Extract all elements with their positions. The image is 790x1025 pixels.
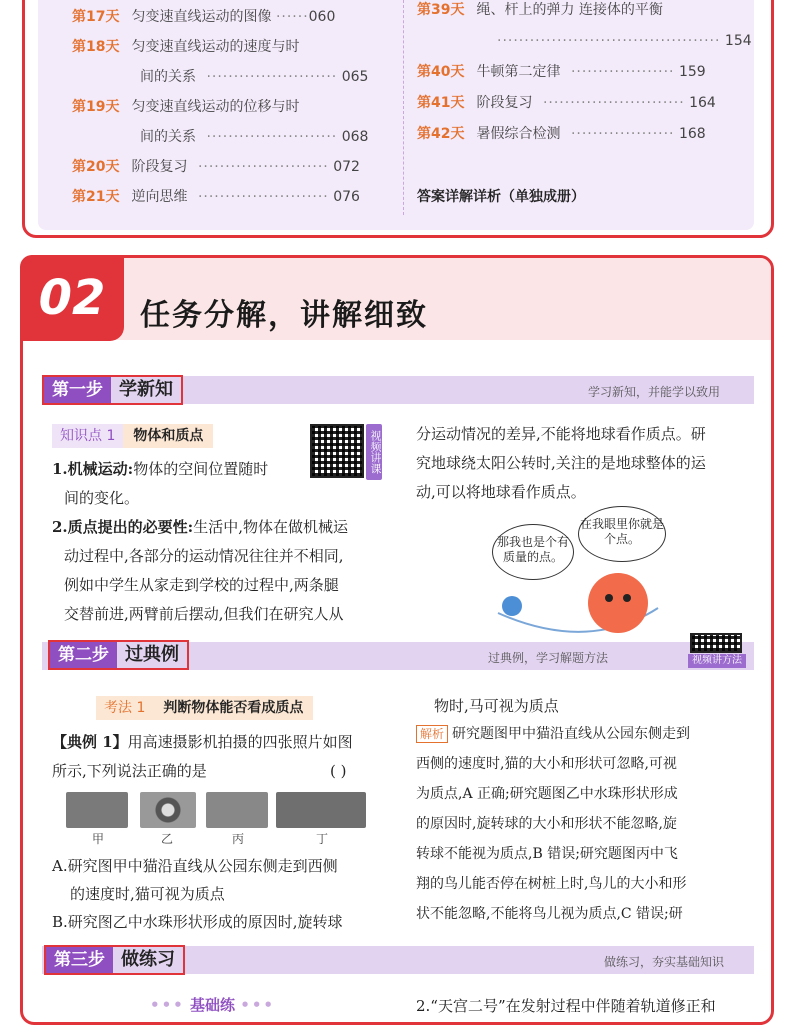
earth-character bbox=[502, 596, 522, 616]
point2-line3: 例如中学生从家走到学校的过程中,两条腿 bbox=[64, 576, 339, 594]
photo-cat bbox=[66, 792, 128, 828]
point1-line2: 间的变化。 bbox=[64, 489, 140, 507]
answer-parentheses: ( ) bbox=[330, 762, 347, 780]
point1-line1: 1.机械运动:物体的空间位置随时 bbox=[52, 460, 269, 478]
toc-entry-day18-cont[interactable]: 间的关系 ························ 065 bbox=[140, 69, 369, 85]
example1-line1: 【典例 1】用高速摄影机拍摄的四张照片如图 bbox=[52, 733, 353, 751]
step2-label: 第二步 过典例 bbox=[48, 640, 189, 670]
knowledge-point-tag: 知识点 1 物体和质点 bbox=[52, 424, 213, 448]
toc-entry-day40[interactable]: 第40天 牛顿第二定律 ··················· 159 bbox=[417, 64, 706, 80]
analysis-line2: 西侧的速度时,猫的大小和形状可忽略,可视 bbox=[416, 756, 677, 772]
sun-character bbox=[588, 573, 648, 633]
decor-dots-left: ••• bbox=[150, 996, 185, 1014]
toc-entry-day21[interactable]: 第21天 逆向思维 ························ 076 bbox=[72, 189, 360, 205]
toc-divider bbox=[403, 0, 404, 215]
analysis-line6: 翔的鸟儿能否停在树桩上时,鸟儿的大小和形 bbox=[416, 876, 687, 892]
step3-note: 做练习，夯实基础知识 bbox=[604, 955, 725, 969]
toc-entry-day39-cont[interactable]: ········································· 154 bbox=[497, 33, 752, 49]
toc-entry-day39[interactable]: 第39天 绳、杆上的弹力 连接体的平衡 bbox=[417, 2, 663, 18]
qr-code-lecture[interactable] bbox=[310, 424, 364, 478]
toc-entry-day19-cont[interactable]: 间的关系 ························ 068 bbox=[140, 129, 369, 145]
right-text-line2: 究地球绕太阳公转时,关注的是地球整体的运 bbox=[416, 454, 706, 472]
toc-entry-day41[interactable]: 第41天 阶段复习 ·························· 164 bbox=[417, 95, 716, 111]
option-a-line2: 的速度时,猫可视为质点 bbox=[70, 885, 225, 903]
point2-line2: 动过程中,各部分的运动情况往往并不相同, bbox=[64, 547, 344, 565]
example1-line2: 所示,下列说法正确的是 bbox=[52, 762, 207, 780]
video-lecture-tag[interactable]: 视频讲课 bbox=[366, 424, 382, 480]
toc-entry-day17[interactable]: 第17天 匀变速直线运动的图像 ······060 bbox=[72, 9, 336, 25]
earth-speech-bubble: 那我也是个有质量的点。 bbox=[492, 524, 574, 580]
step3-label: 第三步 做练习 bbox=[44, 945, 185, 975]
step2-note: 过典例，学习解题方法 bbox=[488, 651, 609, 665]
right-text-line1: 分运动情况的差异,不能将地球看作质点。研 bbox=[416, 425, 706, 443]
analysis-line1: 解析 研究题图甲中猫沿直线从公园东侧走到 bbox=[416, 720, 690, 749]
photo-label-bing: 丙 bbox=[232, 832, 245, 846]
toc-entry-day18[interactable]: 第18天 匀变速直线运动的速度与时 bbox=[72, 39, 300, 55]
option-a-line1: A.研究图甲中猫沿直线从公园东侧走到西侧 bbox=[52, 857, 338, 875]
exam-method-tag: 考法 1 判断物体能否看成质点 bbox=[96, 696, 313, 720]
point2-line4: 交替前进,两臂前后摆动,但我们在研究人从 bbox=[64, 605, 344, 623]
step1-label: 第一步 学新知 bbox=[42, 375, 183, 405]
sun-eye-left bbox=[605, 594, 613, 602]
section-title: 任务分解，讲解细致 bbox=[140, 298, 428, 333]
analysis-line3: 为质点,A 正确;研究题图乙中水珠形状形成 bbox=[416, 786, 678, 802]
photo-label-jia: 甲 bbox=[92, 832, 105, 846]
analysis-line5: 转球不能视为质点,B 错误;研究题图丙中飞 bbox=[416, 846, 678, 862]
qr-code-method[interactable] bbox=[690, 633, 742, 653]
analysis-line7: 状不能忽略,不能将鸟儿视为质点,C 错误;研 bbox=[416, 906, 683, 922]
photo-water-drops bbox=[140, 792, 196, 828]
toc-entry-day20[interactable]: 第20天 阶段复习 ························ 072 bbox=[72, 159, 360, 175]
toc-answer-booklet[interactable]: 答案详解详析（单独成册） bbox=[417, 189, 585, 205]
photo-label-yi: 乙 bbox=[161, 832, 174, 846]
sun-speech-bubble: 在我眼里你就是个点。 bbox=[578, 506, 666, 562]
analysis-line4: 的原因时,旋转球的大小和形状不能忽略,旋 bbox=[416, 816, 677, 832]
photo-horses bbox=[276, 792, 366, 828]
question2-line1: 2.“天宫二号”在发射过程中伴随着轨道修正和 bbox=[416, 997, 716, 1015]
point2-line1: 2.质点提出的必要性:生活中,物体在做机械运 bbox=[52, 518, 348, 536]
decor-dots-right: ••• bbox=[240, 996, 276, 1014]
sun-eye-right bbox=[623, 594, 631, 602]
toc-entry-day42[interactable]: 第42天 暑假综合检测 ··················· 168 bbox=[417, 126, 706, 142]
photo-label-ding: 丁 bbox=[316, 832, 329, 846]
option-b-line1: B.研究图乙中水珠形状形成的原因时,旋转球 bbox=[52, 913, 343, 931]
photo-birds bbox=[206, 792, 268, 828]
video-method-tag[interactable]: 视频讲方法 bbox=[688, 654, 746, 668]
toc-entry-day19[interactable]: 第19天 匀变速直线运动的位移与时 bbox=[72, 99, 300, 115]
right-text-line3: 动,可以将地球看作质点。 bbox=[416, 483, 586, 501]
option-d-continuation: 物时,马可视为质点 bbox=[434, 697, 559, 715]
section-number: 02 bbox=[20, 255, 124, 341]
basic-practice-heading: ••• 基础练 ••• bbox=[150, 996, 276, 1014]
step1-note: 学习新知，并能学以致用 bbox=[588, 385, 721, 399]
